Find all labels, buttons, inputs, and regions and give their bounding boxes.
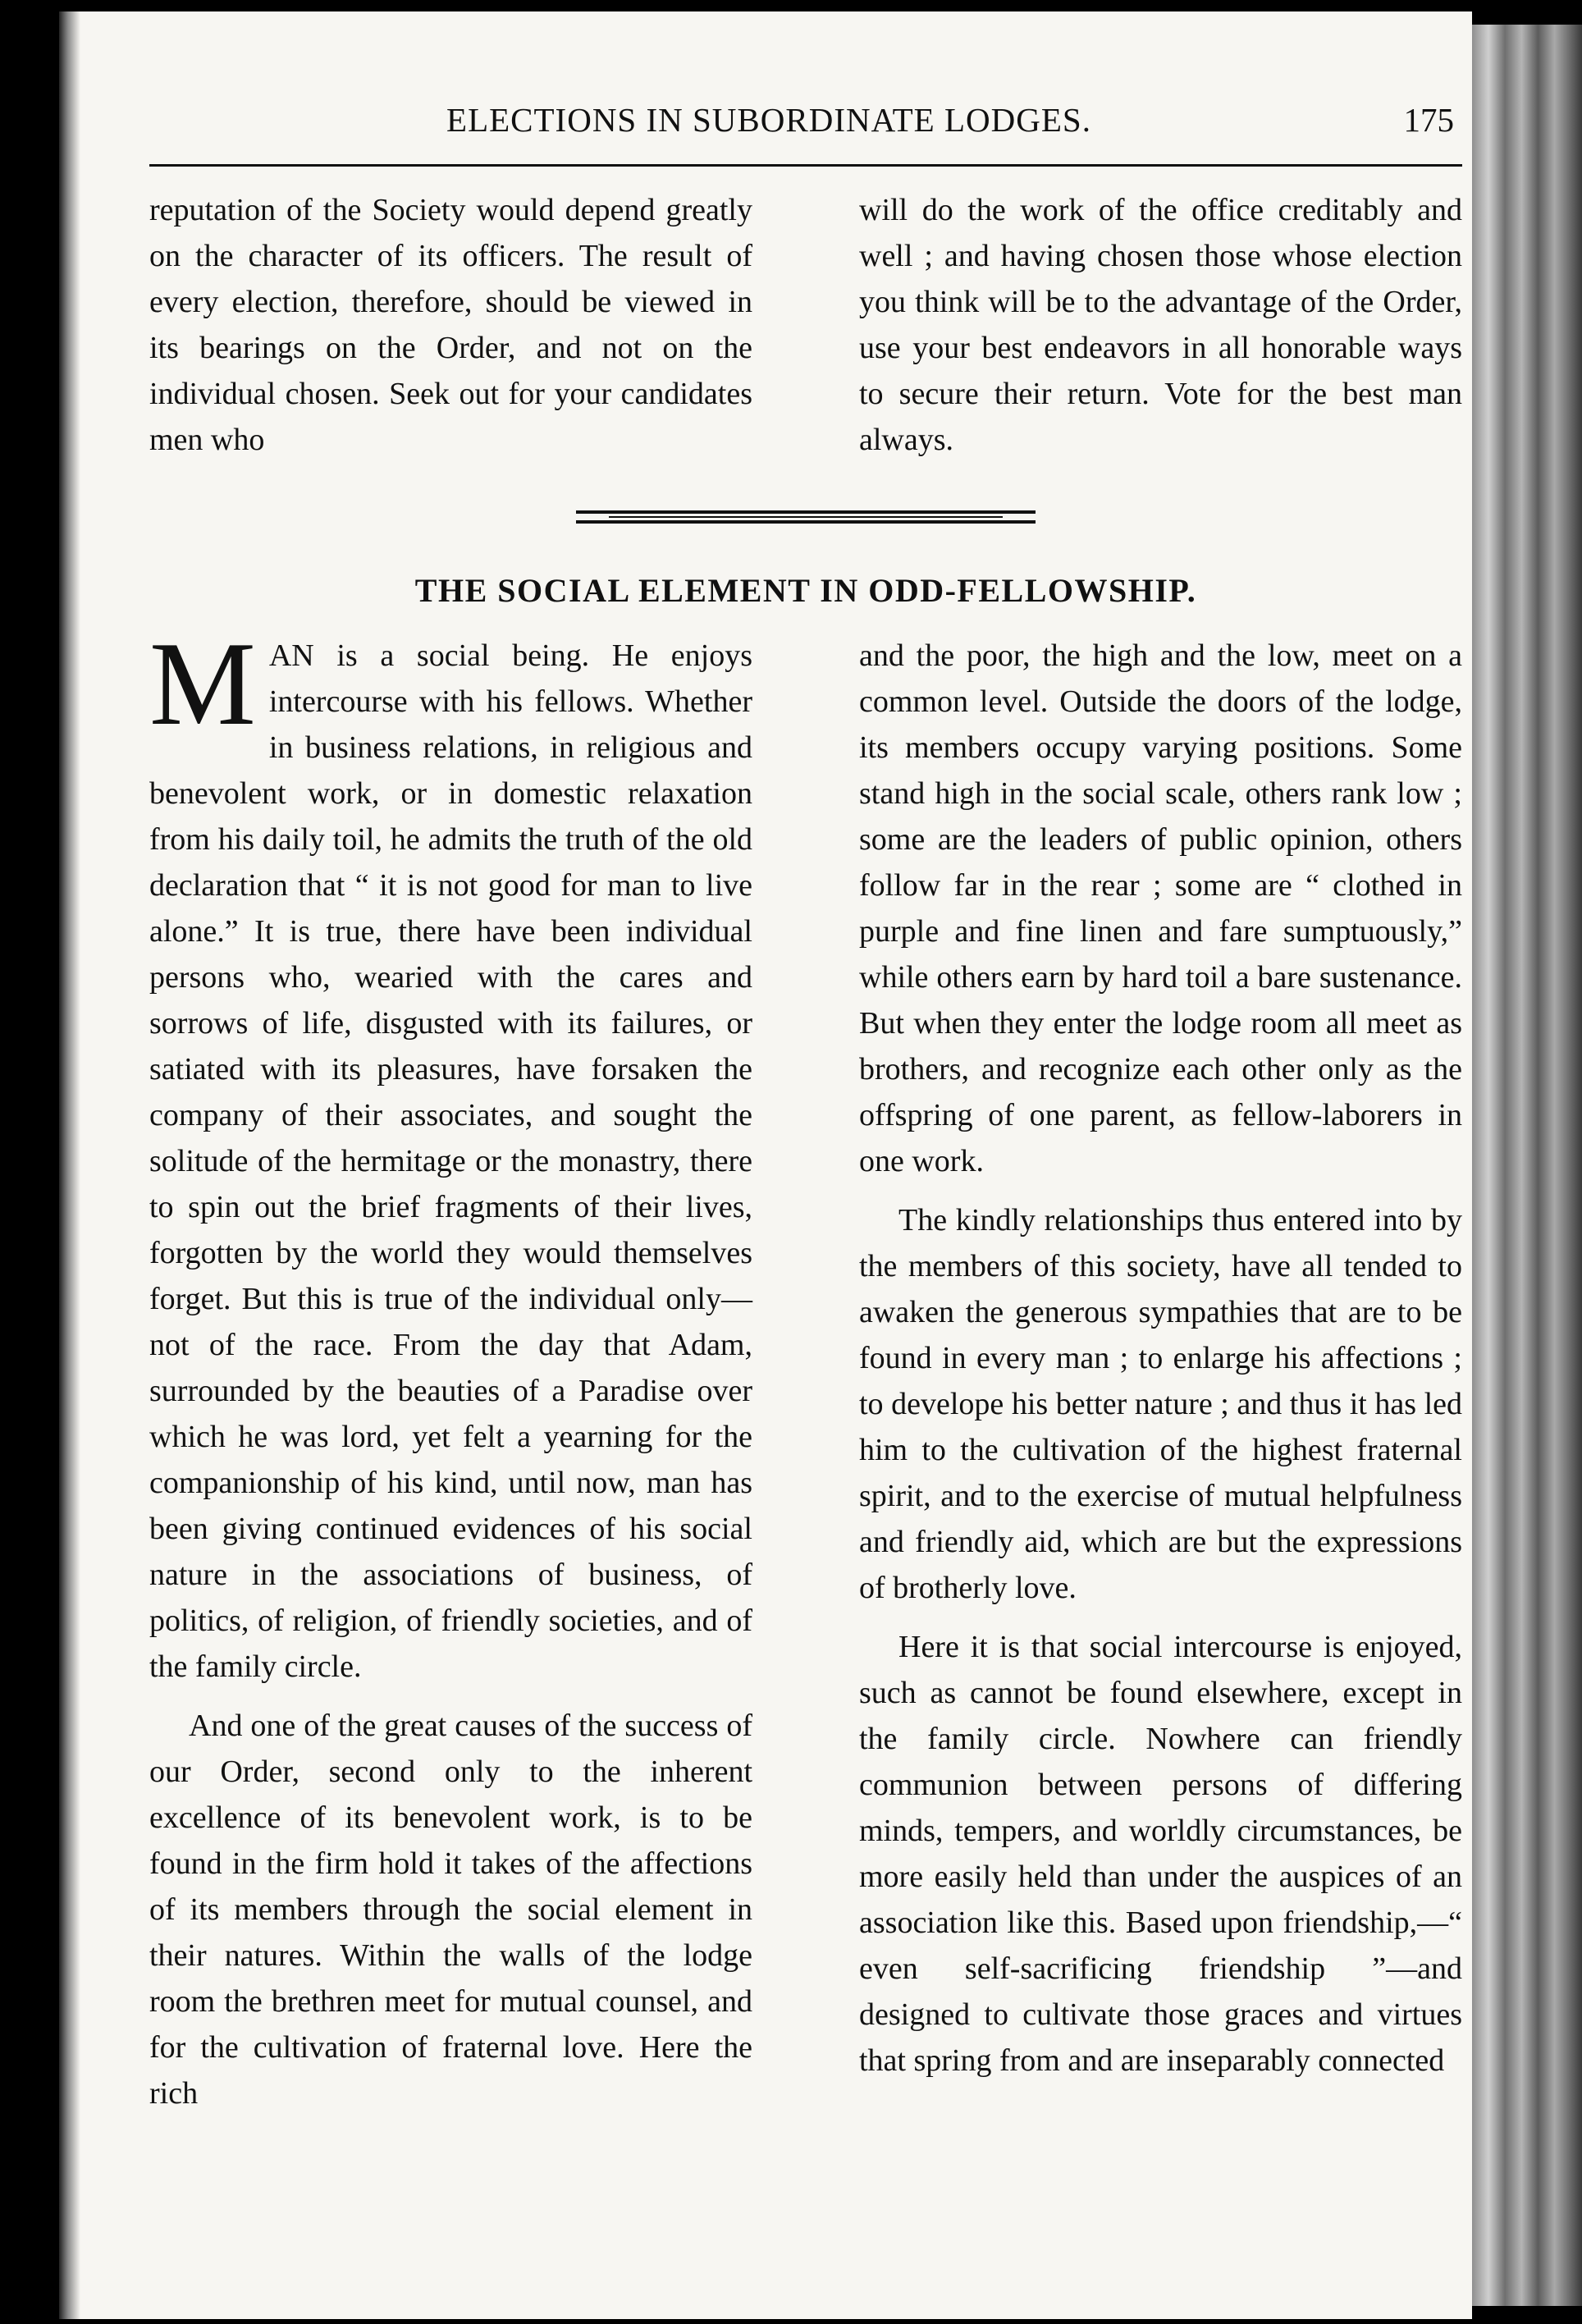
- paragraph: [149, 617, 752, 1690]
- book-page-edges: [1472, 25, 1582, 2306]
- running-head: ELECTIONS IN SUBORDINATE LODGES.: [446, 101, 1091, 139]
- right-column: [859, 187, 1462, 463]
- left-column: [149, 187, 752, 463]
- paragraph: Here it is that social intercourse is enjoyed, such as cannot be found elsewhere, except in the family circle. Nowhere can friendly communion between persons of differing minds, tempers, and worldly circumstances, be more easily held than under the auspices of an association like this. Based upon friendship,—“ even self-sacrificing friendship ”—and designed to cultivate those graces and virtues that spring from and are inseparably connected: [859, 1630, 1462, 2078]
- previous-article-text: [149, 187, 1462, 463]
- page-content: [149, 85, 1462, 2116]
- drop-cap: M: [149, 617, 256, 750]
- paragraph: And one of the great causes of the success of our Order, second only to the inherent excellence of its benevolent work, is to be found in the firm hold it takes of the affections of its members through the social element in their natures. Within the walls of the lodge room the brethren meet for mutual counsel, and for the cultivation of fraternal love. Here the rich: [149, 1709, 752, 2111]
- page-header: [149, 85, 1462, 161]
- section-divider-ornament: [576, 510, 1036, 524]
- right-column: [859, 633, 1462, 2116]
- paragraph-text: AN is a social being. He enjoys intercourse with his fellows. Whether in business relations, in religious and benevolent work, or in domestic relaxation from his daily toil, he admits the truth of the old declaration that “ it is not good for man to live alone.” It is true, there have been individual persons who, wearied with the cares and sorrows of life, disgusted with its failures, or satiated with its pleasures, have forsaken the company of their associates, and sought the solitude of the hermitage or the monastry, there to spin out the brief fragments of their lives, forgotten by the world they would themselves forget. But this is true of the individual only—not of the race. From the day that Adam, surrounded by the beauties of a Paradise over which he was lord, yet felt a yearning for the companionship of his kind, until now, man has been giving continued evidences of his social nature in the associations of business, of politics, of religion, of friendly societies, and of the family circle.: [149, 638, 752, 1684]
- spine-shadow: [59, 11, 80, 2319]
- header-rule: [149, 164, 1462, 167]
- left-column: [149, 617, 752, 2116]
- paragraph: and the poor, the high and the low, meet on a common level. Outside the doors of the lodge, its members occupy varying positions. Some stand high in the social scale, others rank low ; some are the leaders of public opinion, others follow far in the rear ; some are “ clothed in purple and fine linen and fare sumptuously,” while others earn by hard toil a bare sustenance. But when they enter the lodge room all meet as brothers, and recognize each other only as the offspring of one parent, as fellow-laborers in one work.: [859, 638, 1462, 1178]
- page-number: 175: [1403, 101, 1454, 139]
- paragraph: reputation of the Society would depend greatly on the character of its officers. The result of every election, therefore, should be viewed in its bearings on the Order, and not on the individual chosen. Seek out for your candidates men who: [149, 193, 752, 457]
- paragraph: The kindly relationships thus entered into by the members of this society, have all tended to awaken the generous sympathies that are to be found in every man ; to enlarge his affections ; to develope his better nature ; and thus it has led him to the cultivation of the highest fraternal spirit, and to the exercise of mutual helpfulness and friendly aid, which are but the expressions of brotherly love.: [859, 1203, 1462, 1605]
- article-body: [149, 617, 1462, 2116]
- article-title: THE SOCIAL ELEMENT IN ODD-FELLOWSHIP.: [414, 572, 1197, 609]
- paragraph: will do the work of the office creditably and well ; and having chosen those whose election you think will be to the advantage of the Order, use your best endeavors in all honorable ways to secure their return. Vote for the best man always.: [859, 193, 1462, 457]
- book-page: [59, 11, 1472, 2319]
